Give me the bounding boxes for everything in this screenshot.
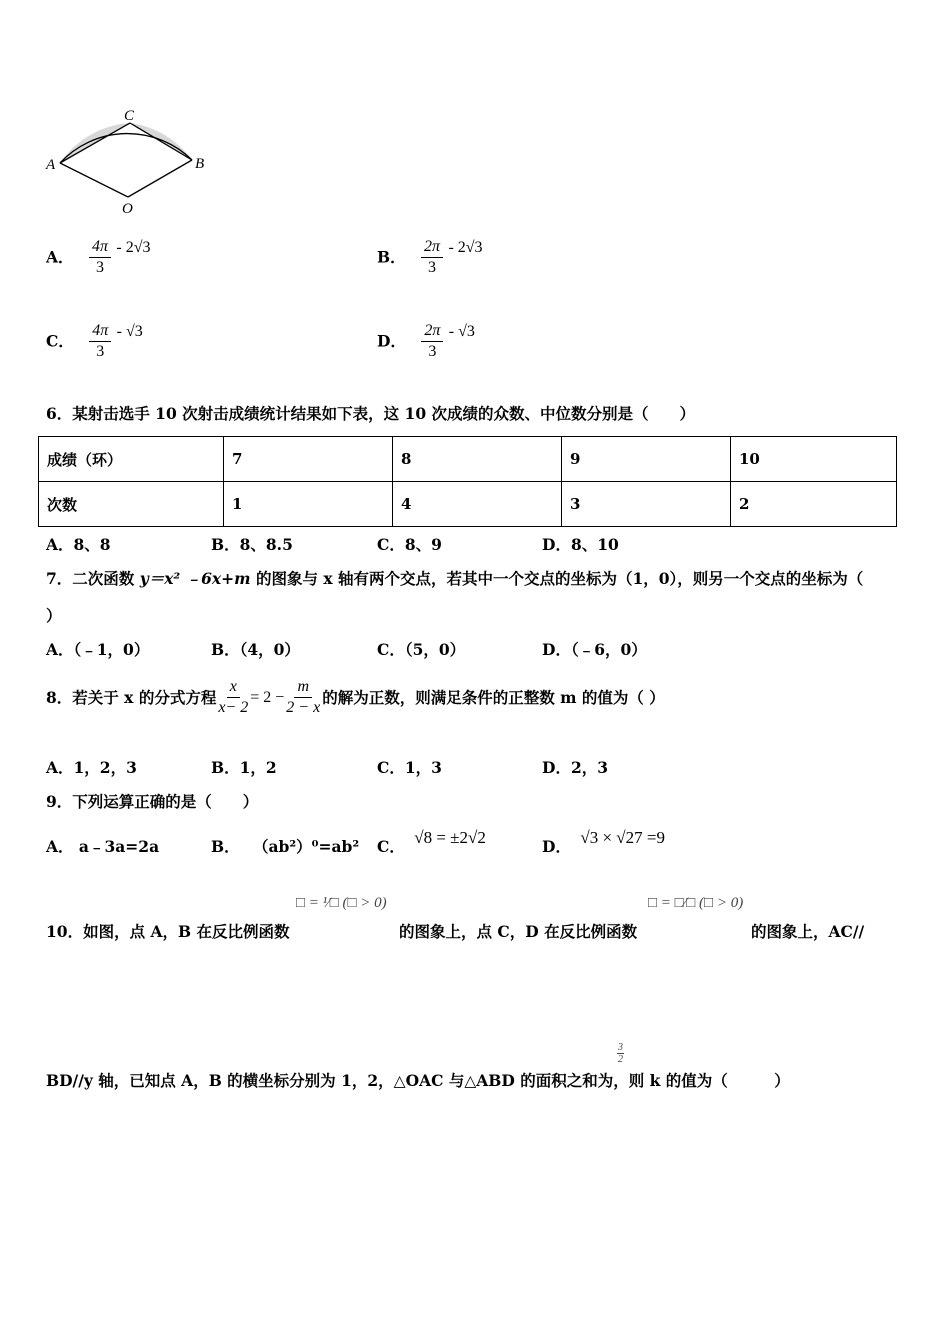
frac-denominator: 3 (96, 343, 105, 360)
option-label: C． (377, 837, 405, 856)
q7-stem-pre: 7．二次函数 (46, 569, 140, 588)
label-c: C (124, 108, 135, 124)
score-table (38, 436, 897, 527)
option-label: A． (46, 247, 74, 267)
q6-option-d[interactable]: D．8、10 (542, 535, 619, 554)
table-cell: 4 (393, 482, 562, 527)
q10-fraction (617, 1042, 624, 1065)
frac-denominator: 3 (428, 343, 437, 360)
table-cell: 9 (562, 437, 731, 482)
q7-stem-post: 的图象与 x 轴有两个交点，若其中一个交点的坐标为（1，0），则另一个交点的坐标为（ (250, 569, 864, 588)
q5-option-c[interactable] (46, 321, 143, 362)
frac-numerator: 2π (421, 237, 443, 258)
option-label: B． (211, 837, 240, 856)
option-label: B． (377, 247, 406, 267)
q8-option-c[interactable]: C．1，3 (377, 758, 442, 777)
option-expression: - 2√3 (448, 238, 483, 256)
frac-denominator: 3 (428, 259, 437, 276)
q8-option-b[interactable]: B．1，2 (211, 758, 277, 777)
q10-line2 (46, 1071, 790, 1091)
q9-option-a[interactable]: A． a﹣3a=2a (46, 837, 160, 856)
q10-stem-b: 的图象上，点 C，D 在反比例函数 (399, 922, 638, 941)
table-cell: 1 (224, 482, 393, 527)
table-cell: 次数 (39, 482, 224, 527)
option-expression: - √3 (448, 322, 475, 340)
q6-option-a[interactable]: A．8、8 (46, 535, 111, 554)
q8-option-d[interactable]: D．2，3 (542, 758, 609, 777)
q8-stem (46, 677, 665, 718)
line-ob (128, 160, 192, 197)
q7-formula: y＝x² ﹣6x+m (139, 569, 251, 588)
frac-denominator: x− 2 (218, 699, 249, 716)
q10-function-2: □ = □⁄□ (□ > 0) (648, 895, 744, 911)
q9-option-b[interactable] (211, 837, 359, 857)
q7-option-b[interactable]: B．（4，0） (211, 640, 300, 659)
frac-numerator: 2π (421, 321, 443, 342)
line-ao (60, 163, 128, 197)
option-expression: √3 × √27 =9 (580, 828, 665, 847)
option-expression: - 2√3 (116, 238, 151, 256)
label-b: B (195, 156, 205, 172)
q9-stem: 9．下列运算正确的是（ ） (46, 792, 259, 811)
table-row (39, 482, 897, 527)
frac-numerator: m (294, 677, 312, 698)
table-cell: 7 (224, 437, 393, 482)
option-label: D． (377, 331, 406, 351)
label-a: A (46, 157, 56, 173)
q6-option-b[interactable]: B．8、8.5 (211, 535, 293, 554)
q5-option-a[interactable] (46, 237, 150, 278)
sector-figure (40, 105, 215, 220)
line-ac (60, 123, 130, 163)
frac-denominator: 2 − x (286, 699, 321, 716)
option-expression: √8 = ±2√2 (414, 828, 486, 847)
option-expression: （ab²）⁰=ab² (253, 837, 360, 856)
q10-stem-a: 10．如图，点 A，B 在反比例函数 (46, 922, 290, 941)
frac-denominator: 3 (95, 259, 104, 276)
line-cb (130, 123, 192, 160)
q7-stem (46, 569, 863, 589)
option-label: D． (542, 837, 571, 856)
q10-line2-text: BD//y 轴，已知点 A，B 的横坐标分别为 1，2，△OAC 与△ABD 的面积之和为 (46, 1071, 614, 1090)
q6-option-c[interactable]: C．8、9 (377, 535, 442, 554)
option-label: C． (46, 331, 74, 351)
q5-option-b[interactable] (377, 237, 483, 278)
table-cell: 8 (393, 437, 562, 482)
q7-option-c[interactable]: C．（5，0） (377, 640, 466, 659)
q9-option-c[interactable] (377, 828, 486, 856)
label-o: O (122, 201, 133, 217)
frac-numerator: 3 (618, 1042, 623, 1053)
q8-stem-pre: 8．若关于 x 的分式方程 (46, 687, 217, 707)
frac-numerator: 4π (89, 321, 111, 342)
q8-option-a[interactable]: A．1，2，3 (46, 758, 137, 777)
table-row (39, 437, 897, 482)
frac-numerator: x (227, 677, 240, 698)
q9-option-d[interactable] (542, 828, 665, 856)
table-cell: 成绩（环） (39, 437, 224, 482)
q8-equals: = 2 − (250, 688, 285, 706)
frac-denominator: 2 (618, 1054, 623, 1065)
q6-stem: 6．某射击选手 10 次射击成绩统计结果如下表，这 10 次成绩的众数、中位数分别是（ ） (46, 404, 696, 423)
q10-stem-c: 的图象上，AC// (751, 922, 865, 941)
q7-option-d[interactable]: D．（﹣6，0） (542, 640, 647, 659)
q7-stem-line2: ） (46, 606, 62, 625)
q8-stem-post: 的解为正数，则满足条件的正整数 m 的值为（ ） (322, 687, 665, 707)
frac-numerator: 4π (89, 237, 111, 258)
q7-option-a[interactable]: A．（﹣1，0） (46, 640, 150, 659)
table-cell: 3 (562, 482, 731, 527)
q10-line2-end: ，则 k 的值为（ ） (613, 1071, 790, 1090)
table-cell: 10 (731, 437, 897, 482)
option-expression: - √3 (116, 322, 143, 340)
table-cell: 2 (731, 482, 897, 527)
q10-function-1: □ = ¹⁄□ (□ > 0) (296, 895, 387, 911)
q5-option-d[interactable] (377, 321, 475, 362)
